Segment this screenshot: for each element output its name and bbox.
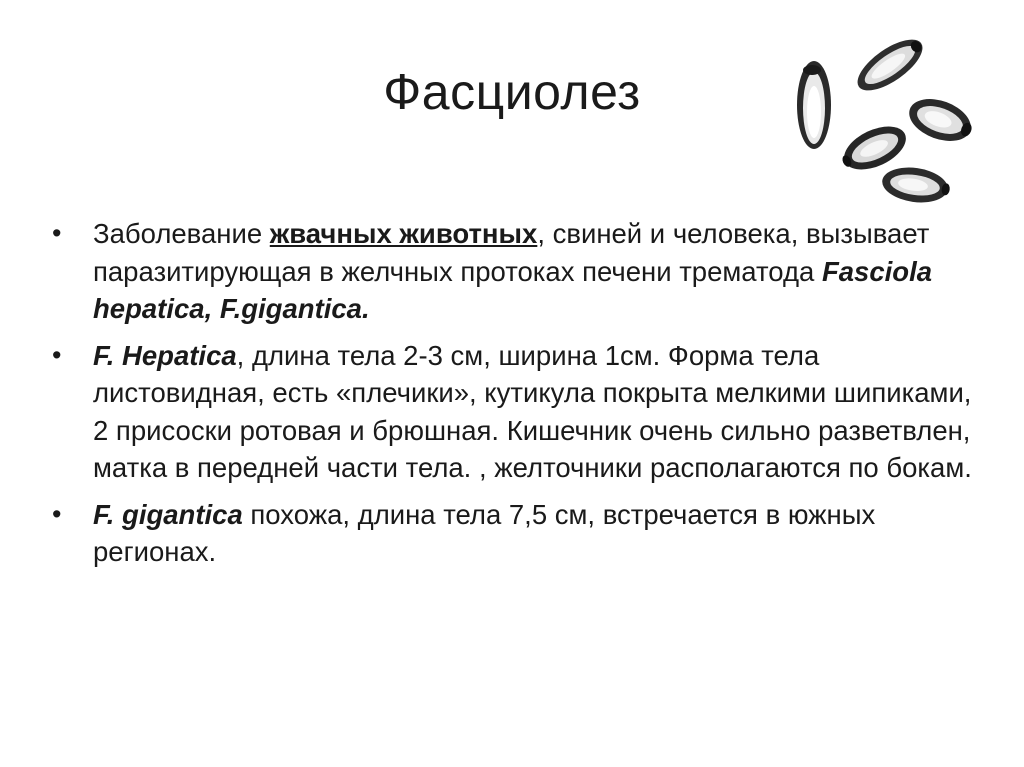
- bullet-text: [93, 340, 972, 484]
- slide-title: Фасциолез: [383, 64, 641, 120]
- bullet-text-species: Fasciola hepatica, F.gigantica.: [93, 255, 933, 324]
- bullet-text-part: , длина тела 2-3 см, ширина 1см. Форма тела листовидная, есть «плечики», кутикула покрыта мелкими шипиками, 2 присоски ротовая и брюшная. Кишечник очень сильно разветвлен, матка в передней части тела. , желточники располагаются по бокам.: [93, 339, 972, 483]
- egg-2: [850, 30, 931, 100]
- bullet-glyph: •: [52, 218, 62, 248]
- bullet-text-part: Заболевание: [93, 218, 270, 249]
- fasciola-eggs-image: [780, 20, 980, 210]
- bullet-list: [52, 215, 992, 580]
- egg-1: [797, 61, 831, 149]
- bullet-text: [93, 218, 932, 324]
- bullet-item: [52, 215, 992, 328]
- bullet-text-part: , свиней и человека, вызывает паразитирующая в желчных протоках печени трематода: [93, 218, 930, 287]
- bullet-text: [93, 499, 875, 568]
- bullet-item: [52, 496, 992, 571]
- bullet-text-species: F. gigantica: [93, 498, 243, 530]
- bullet-item: [52, 337, 992, 487]
- bullet-text-part: похожа, длина тела 7,5 см, встречается в южных регионах.: [93, 498, 876, 567]
- bullet-glyph: •: [52, 498, 62, 529]
- bullet-text-species: F. Hepatica: [93, 339, 237, 371]
- bullet-glyph: •: [52, 339, 62, 370]
- egg-5: [880, 164, 952, 207]
- bullet-text-underlined: жвачных животных: [269, 218, 538, 249]
- egg-3: [903, 91, 977, 149]
